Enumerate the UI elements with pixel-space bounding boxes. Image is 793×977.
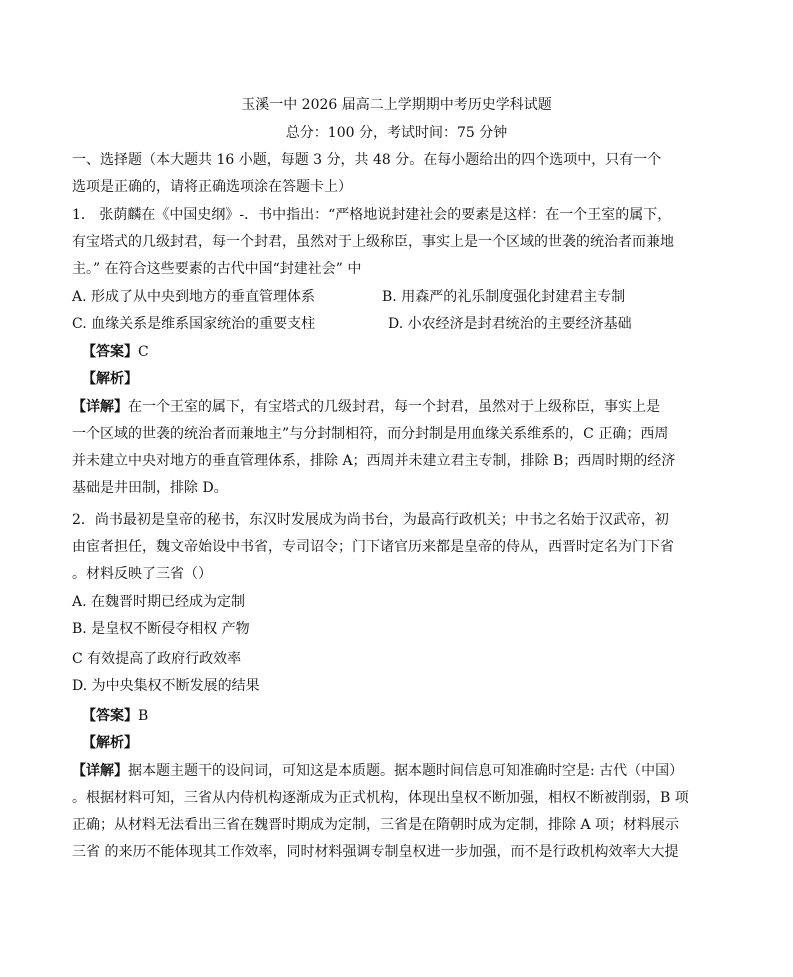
detail-tag: 【详解】 — [72, 399, 128, 415]
q1-detail-line4: 基础是井田制，排除 D。 — [72, 480, 228, 496]
q1-option-c: C. 血缘关系是维系国家统治的重要支柱 — [72, 316, 316, 332]
answer-value: B — [138, 708, 149, 724]
q1-stem-line2: 有宝塔式的几级封君，每一个封君，虽然对于上级称臣，事实上是一个区域的世袭的统治者而兼地 — [72, 234, 674, 250]
q1-detail-line2: 一个区域的世袭的统治者而兼地主”与分封制相符，而分封制是用血缘关系维系的，C 正确；西周 — [72, 426, 669, 442]
q1-option-a: A. 形成了从中央到地方的垂直管理体系 — [72, 289, 316, 305]
section-heading-line1: 一、选择题（本大题共 16 小题，每题 3 分，共 48 分。在每小题给出的四个选项中，只有一个 — [72, 152, 662, 168]
q1-stem-line3: 主。” 在符合这些要素的古代中国“封建社会” 中 — [72, 261, 362, 277]
answer-value: C — [138, 344, 149, 360]
detail-tag: 【详解】 — [72, 763, 128, 779]
q2-answer — [82, 706, 148, 726]
q2-detail-line1: 【详解】据本题主题干的设问词，可知这是本质题。据本题时间信息可知准确时空是: 古代（中国） — [72, 763, 684, 779]
q1-answer — [82, 342, 149, 362]
exam-subtitle: 总分：100 分，考试时间：75 分钟 — [285, 125, 508, 141]
q2-stem-line1: 2．尚书最初是皇帝的秘书，东汉时发展成为尚书台，为最高行政机关；中书之名始于汉武帝，初 — [72, 512, 669, 528]
section-heading-line2: 选项是正确的，请将正确选项涂在答题卡上） — [72, 179, 352, 195]
q2-option-b: B. 是皇权不断侵夺相权 产物 — [72, 621, 250, 637]
q1-option-b: B. 用森严的礼乐制度强化封建君主专制 — [382, 289, 626, 305]
q2-stem-line3: 。材料反映了三省（） — [72, 566, 212, 582]
q1-detail-line1: 【详解】在一个王室的属下，有宝塔式的几级封君，每一个封君，虽然对于上级称臣，事实上是 — [72, 399, 660, 415]
q2-detail-line3: 正确；从材料无法看出三省在魏晋时期成为定制，三省是在隋朝时成为定制，排除 A 项；材料展示 — [72, 817, 680, 833]
exam-title: 玉溪一中 2026 届高二上学期期中考历史学科试题 — [241, 97, 552, 113]
answer-tag: 【答案】 — [82, 344, 138, 360]
q2-option-a: A. 在魏晋时期已经成为定制 — [72, 594, 246, 610]
q2-option-d: D. 为中央集权不断发展的结果 — [72, 678, 260, 694]
q1-detail-line3: 并未建立中央对地方的垂直管理体系，排除 A；西周并未建立君主专制，排除 B；西周时期的经济 — [72, 453, 676, 469]
q1-stem-line1: 1． 张荫麟在《中国史纲》-．书中指出：“严格地说封建社会的要素是这样：在一个王室的属下， — [72, 207, 672, 223]
q2-detail-line2: 。根据材料可知，三省从内侍机构逐渐成为正式机构，体现出皇权不断加强，相权不断被削弱，B 项 — [72, 790, 689, 806]
q1-analysis-tag: 【解析】 — [82, 371, 138, 387]
q2-option-c: C 有效提高了政府行政效率 — [72, 651, 242, 667]
q1-option-d: D. 小农经济是封君统治的主要经济基础 — [388, 316, 632, 332]
q2-stem-line2: 由宦者担任，魏文帝始设中书省，专司诏令；门下诸官历来都是皇帝的侍从，西晋时定名为门下省 — [72, 539, 674, 555]
q2-detail-line4: 三省 的来历不能体现其工作效率，同时材料强调专制皇权进一步加强，而不是行政机构效率大大提 — [72, 844, 679, 860]
q2-analysis-tag: 【解析】 — [82, 735, 138, 751]
answer-tag: 【答案】 — [82, 708, 138, 724]
